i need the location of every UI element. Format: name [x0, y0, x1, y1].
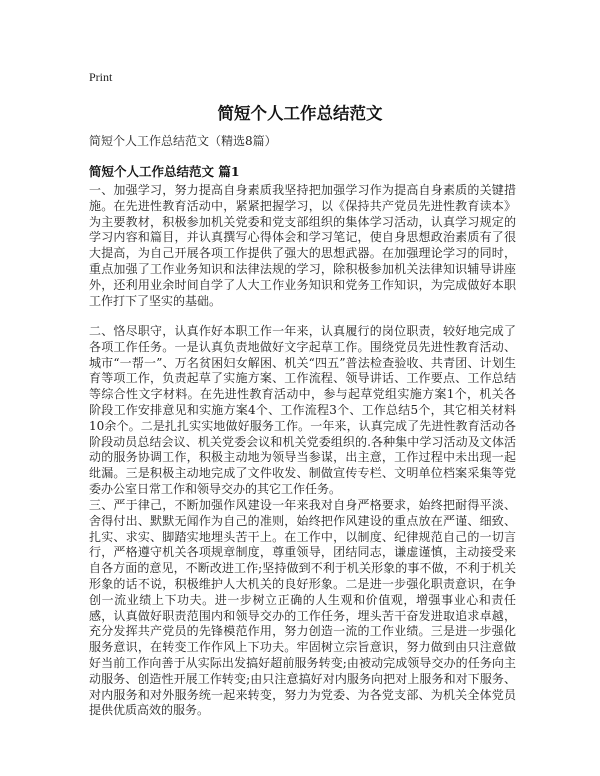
print-link[interactable]: Print	[89, 70, 113, 84]
page-title: 简短个人工作总结范文	[217, 104, 383, 123]
document-subtitle: 简短个人工作总结范文（精选8篇）	[89, 134, 277, 148]
paragraph-study: 一、加强学习，努力提高自身素质我坚持把加强学习作为提高自身素质的关键措施。在先进性教育活动中，紧紧把握学习，以《保持共产党员先进性教育读本》为主要教材，积极参加机关党委和党支部组织的集体学习活动，认真学习规定的学习内容和篇目，并认真撰写心得体会和学习笔记，使自身思想政治素质有了很大提高，为自己开展各项工作提供了强大的思想武器。在加强理论学习的同时，重点加强了工作业务知识和法律法规的学习，除积极参加机关法律知识辅导讲座外，还利用业余时间自学了人大工作业务知识和党务工作知识，为完成做好本职工作打下了坚实的基础。	[89, 183, 516, 308]
paragraph-discipline: 三、严于律己，不断加强作风建设一年来我对自身严格要求，始终把耐得平淡、舍得付出、默默无闻作为自己的准则，始终把作风建设的重点放在严谨、细致、扎实、求实、脚踏实地埋头苦干上。在工作中，以制度、纪律规范自己的一切言行，严格遵守机关各项规章制度，尊重领导，团结同志，谦虚谨慎，主动接受来自各方面的意见，不断改进工作;坚持做到不利于机关形象的事不做，不利于机关形象的话不说，积极维护人大机关的良好形象。二是进一步强化职责意识，在争创一流业绩上下功夫。进一步树立正确的人生观和价值观，增强事业心和责任感，认真做好职责范围内和领导交办的工作任务，埋头苦干奋发进取追求卓越，充分发挥共产党员的先锋模范作用，努力创造一流的工作业绩。三是进一步强化服务意识，在转变工作作风上下功夫。牢固树立宗旨意识，努力做到由只注意做好当前工作向善于从实际出发搞好超前服务转变;由被动完成领导交办的任务向主动服务、创造性开展工作转变;由只注意搞好对内服务向把对上服务和对下服务、对内服务和对外服务统一起来转变，努力为党委、为各党支部、为机关全体党员提供优质高效的服务。	[89, 498, 516, 718]
paragraph-duties: 二、恪尽职守，认真作好本职工作一年来，认真履行的岗位职责，较好地完成了各项工作任务。一是认真负责地做好文字起草工作。围绕党员先进性教育活动、城市“一帮一”、万名贫困妇女解困、机关“四五”普法检查验收、共青团、计划生育等项工作，负责起草了实施方案、工作流程、领导讲话、工作要点、工作总结等综合性文字材料。在先进性教育活动中，参与起草党组实施方案1个，机关各阶段工作安排意见和实施方案4个、工作流程3个、工作总结5个，其它相关材料10余个。二是扎扎实实地做好服务工作。一年来，认真完成了先进性教育活动各阶段动员总结会议、机关党委会议和机关党委组织的.各种集中学习活动及文体活动的服务协调工作，积极主动地为领导当参谋，出主意，工作过程中未出现一起纰漏。三是积极主动地完成了文件收发、制做宣传专栏、文明单位档案采集等党委办公室日常工作和领导交办的其它工作任务。	[89, 324, 516, 496]
section-heading: 简短个人工作总结范文 篇1	[89, 164, 240, 179]
